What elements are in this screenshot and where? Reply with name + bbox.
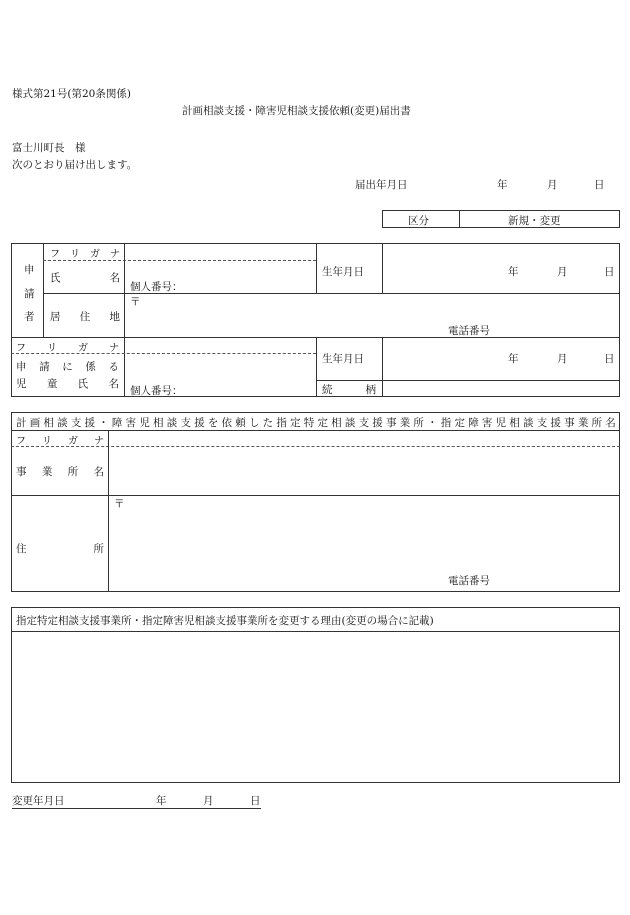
- applicant-birth-month[interactable]: 月: [557, 266, 568, 278]
- child-furigana-label: フ リ ガ ナ: [16, 343, 119, 354]
- change-date-underline: [12, 808, 261, 809]
- applicant-name-label: 氏 名: [50, 272, 120, 284]
- child-birth-day[interactable]: 日: [604, 353, 615, 365]
- submission-year[interactable]: 年: [497, 179, 508, 191]
- reason-text-area[interactable]: [16, 636, 616, 778]
- office-postal-mark: 〒: [114, 498, 125, 510]
- applicant-birth-year[interactable]: 年: [508, 266, 519, 278]
- submission-date-label: 届出年月日: [355, 179, 408, 191]
- child-birthdate-label: 生年月日: [322, 353, 364, 365]
- office-address-label: 住 所: [16, 543, 104, 555]
- applicant-residence-label: 居 住 地: [50, 311, 120, 323]
- reason-header: 指定特定相談支援事業所・指定障害児相談支援事業所を変更する理由(変更の場合に記載): [16, 615, 434, 627]
- change-year[interactable]: 年: [156, 795, 167, 807]
- applicant-phone-label: 電話番号: [448, 325, 490, 337]
- child-birth-month[interactable]: 月: [557, 353, 568, 365]
- category-label: 区分: [408, 215, 429, 227]
- applicant-birth-day[interactable]: 日: [604, 266, 615, 278]
- submission-day[interactable]: 日: [594, 179, 605, 191]
- category-value[interactable]: 新規・変更: [508, 215, 561, 227]
- change-day[interactable]: 日: [250, 795, 261, 807]
- applicant-side-label-2: 請: [24, 288, 35, 300]
- submission-month[interactable]: 月: [547, 179, 558, 191]
- office-furigana-label: フ リ ガ ナ: [16, 436, 104, 447]
- applicant-birthdate-label: 生年月日: [322, 266, 364, 278]
- applicant-furigana-label: フ リ ガ ナ: [50, 249, 120, 260]
- intro-text: 次のとおり届け出します。: [12, 159, 138, 171]
- child-name-label-line1: 申 請 に 係 る: [16, 361, 119, 373]
- child-relation-label: 続 柄: [322, 384, 376, 396]
- change-date-label: 変更年月日: [12, 795, 65, 807]
- office-phone-label: 電話番号: [448, 575, 490, 587]
- applicant-side-label-3: 者: [24, 311, 35, 323]
- form-number: 様式第21号(第20条関係): [12, 88, 131, 100]
- office-name-label: 事 業 所 名: [16, 466, 104, 478]
- change-month[interactable]: 月: [203, 795, 214, 807]
- office-header: 計 画 相 談 支 援 ・ 障 害 児 相 談 支 援 を 依 頼 し た 指 定 特 定 相 談 支 援 事 業 所 ・ 指 定 障 害 児 相 談 支 援 事 業 所 名: [16, 417, 616, 429]
- addressee: 富士川町長 様: [12, 142, 86, 154]
- form-title: 計画相談支援・障害児相談支援依頼(変更)届出書: [182, 105, 411, 117]
- child-personal-number-label: 個人番号：: [130, 385, 183, 397]
- child-name-label-line2: 児 童 氏 名: [16, 378, 119, 390]
- applicant-side-label-1: 申: [24, 264, 35, 276]
- child-birth-year[interactable]: 年: [508, 353, 519, 365]
- applicant-personal-number-label: 個人番号：: [130, 281, 183, 293]
- applicant-postal-mark: 〒: [130, 296, 141, 308]
